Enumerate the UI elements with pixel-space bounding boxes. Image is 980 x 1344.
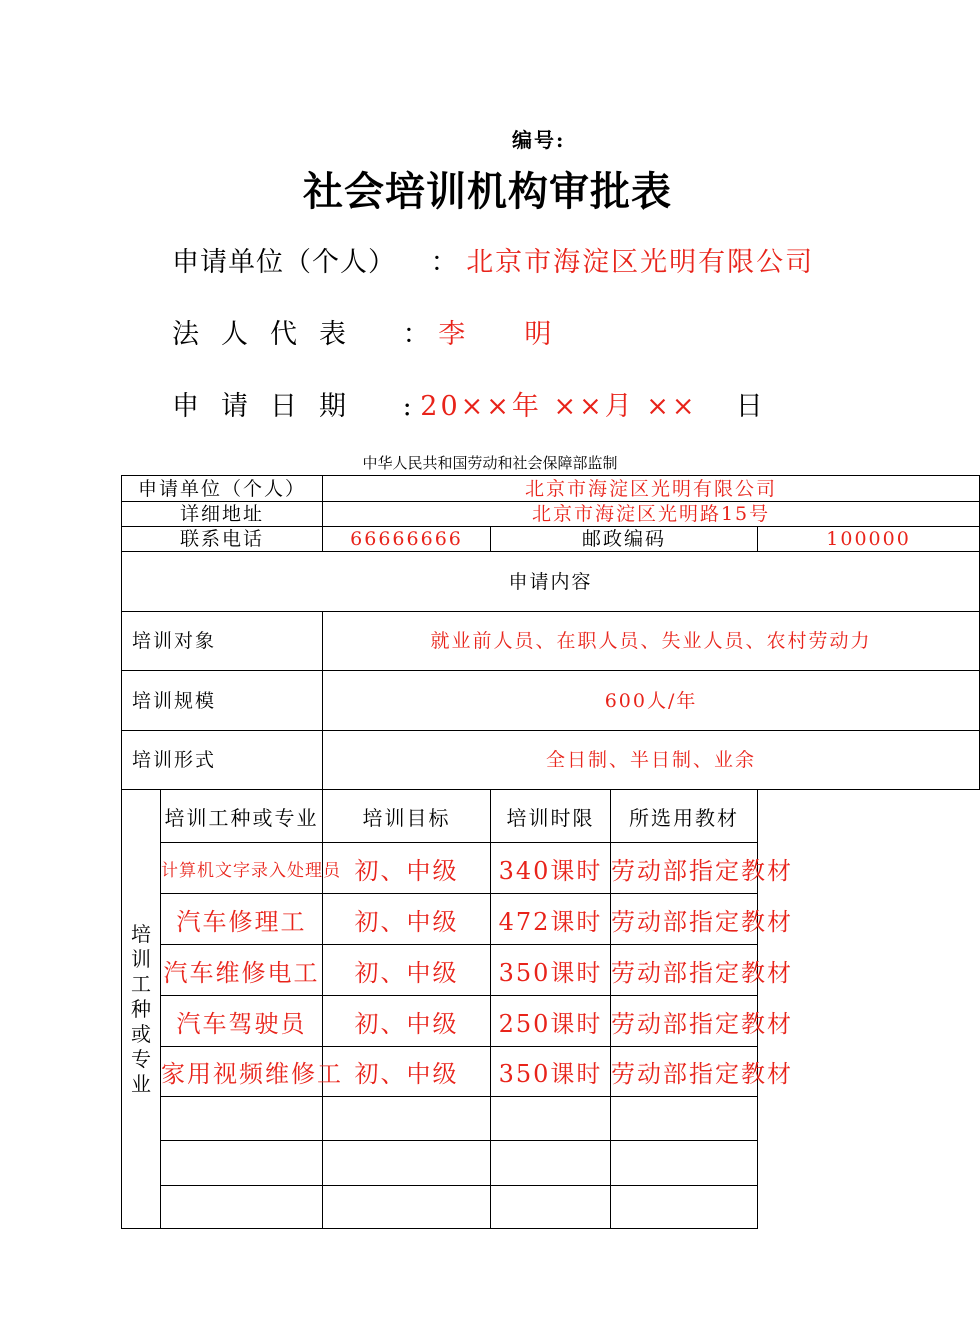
cover-date-colon: : [402, 391, 412, 422]
form-content-header: 申请内容 [122, 552, 980, 612]
side-char: 专 [131, 1046, 151, 1071]
col-header-textbook: 所选用教材 [611, 790, 758, 843]
duration-cell[interactable]: 350课时 [491, 1047, 611, 1097]
application-form-table [121, 475, 980, 1229]
duration-cell[interactable]: 472课时 [491, 894, 611, 945]
table-row [122, 1047, 980, 1097]
form-phone-value[interactable]: 66666666 [323, 527, 491, 552]
form-target-label: 培训对象 [122, 612, 323, 671]
side-char: 业 [131, 1071, 151, 1096]
empty-cell[interactable] [161, 1186, 323, 1229]
empty-row [122, 1186, 980, 1229]
target-cell[interactable]: 初、中级 [323, 843, 491, 894]
duration-cell[interactable]: 350课时 [491, 945, 611, 996]
form-address-value[interactable]: 北京市海淀区光明路15号 [323, 502, 980, 527]
cover-applicant-colon: ： [430, 247, 458, 278]
form-postcode-label: 邮政编码 [491, 527, 758, 552]
target-cell[interactable]: 初、中级 [323, 1047, 491, 1097]
cover-applicant-label: 申请单位（个人） [172, 247, 396, 278]
form-mode-value[interactable]: 全日制、半日制、业余 [323, 731, 980, 790]
cover-date-day: 日 [735, 391, 763, 422]
textbook-cell[interactable]: 劳动部指定教材 [611, 945, 758, 996]
side-char: 工 [131, 971, 151, 996]
empty-cell[interactable] [323, 1186, 491, 1229]
duration-cell[interactable]: 250课时 [491, 996, 611, 1047]
cover-legal-value[interactable]: 李 明 [438, 319, 566, 350]
empty-row [122, 1097, 980, 1141]
cover-date-row [172, 384, 763, 423]
document-number-label: 编号: [512, 128, 566, 152]
duration-cell[interactable]: 340课时 [491, 843, 611, 894]
side-char: 种 [131, 996, 151, 1021]
table-row [122, 996, 980, 1047]
col-header-target: 培训目标 [323, 790, 491, 843]
table-row [122, 894, 980, 945]
textbook-cell[interactable]: 劳动部指定教材 [611, 1047, 758, 1097]
cover-legal-colon: ： [402, 319, 430, 350]
empty-cell[interactable] [611, 1186, 758, 1229]
specialty-cell[interactable]: 汽车维修电工 [161, 945, 323, 996]
empty-cell[interactable] [491, 1097, 611, 1141]
form-side-label [122, 790, 161, 1229]
side-char: 或 [131, 1021, 151, 1046]
textbook-cell[interactable]: 劳动部指定教材 [611, 996, 758, 1047]
col-header-duration: 培训时限 [491, 790, 611, 843]
col-header-specialty: 培训工种或专业 [161, 790, 323, 843]
target-cell[interactable]: 初、中级 [323, 945, 491, 996]
cover-date-value[interactable]: 20××年 ××月 ×× [420, 391, 710, 422]
page-title: 社会培训机构审批表 [303, 168, 672, 215]
form-address-label: 详细地址 [122, 502, 323, 527]
empty-cell[interactable] [491, 1186, 611, 1229]
specialty-cell[interactable]: 计算机文字录入处理员 [161, 843, 323, 894]
table-row [122, 945, 980, 996]
target-cell[interactable]: 初、中级 [323, 996, 491, 1047]
empty-cell[interactable] [323, 1097, 491, 1141]
cover-applicant-value[interactable]: 北京市海淀区光明有限公司 [466, 247, 815, 278]
cover-applicant-row [172, 240, 814, 279]
empty-cell[interactable] [161, 1141, 323, 1186]
cover-legal-label: 法人代表 [172, 319, 368, 350]
form-mode-label: 培训形式 [122, 731, 323, 790]
specialty-cell[interactable]: 汽车修理工 [161, 894, 323, 945]
form-scale-value[interactable]: 600人/年 [323, 671, 980, 731]
specialty-cell[interactable]: 家用视频维修工 [161, 1047, 323, 1097]
target-cell[interactable]: 初、中级 [323, 894, 491, 945]
supervision-note: 中华人民共和国劳动和社会保障部监制 [362, 454, 618, 472]
empty-row [122, 1141, 980, 1186]
textbook-cell[interactable]: 劳动部指定教材 [611, 894, 758, 945]
empty-cell[interactable] [611, 1097, 758, 1141]
side-char: 训 [131, 946, 151, 971]
form-postcode-value[interactable]: 100000 [758, 527, 980, 552]
cover-date-label: 申请日期 [172, 391, 368, 422]
empty-cell[interactable] [611, 1141, 758, 1186]
specialty-cell[interactable]: 汽车驾驶员 [161, 996, 323, 1047]
form-target-value[interactable]: 就业前人员、在职人员、失业人员、农村劳动力 [323, 612, 980, 671]
cover-legal-row [172, 312, 565, 351]
form-applicant-value[interactable]: 北京市海淀区光明有限公司 [323, 476, 980, 502]
side-char: 培 [131, 921, 151, 946]
form-scale-label: 培训规模 [122, 671, 323, 731]
table-row [122, 843, 980, 894]
textbook-cell[interactable]: 劳动部指定教材 [611, 843, 758, 894]
empty-cell[interactable] [161, 1097, 323, 1141]
empty-cell[interactable] [491, 1141, 611, 1186]
form-applicant-label: 申请单位（个人） [122, 476, 323, 502]
empty-cell[interactable] [323, 1141, 491, 1186]
form-phone-label: 联系电话 [122, 527, 323, 552]
